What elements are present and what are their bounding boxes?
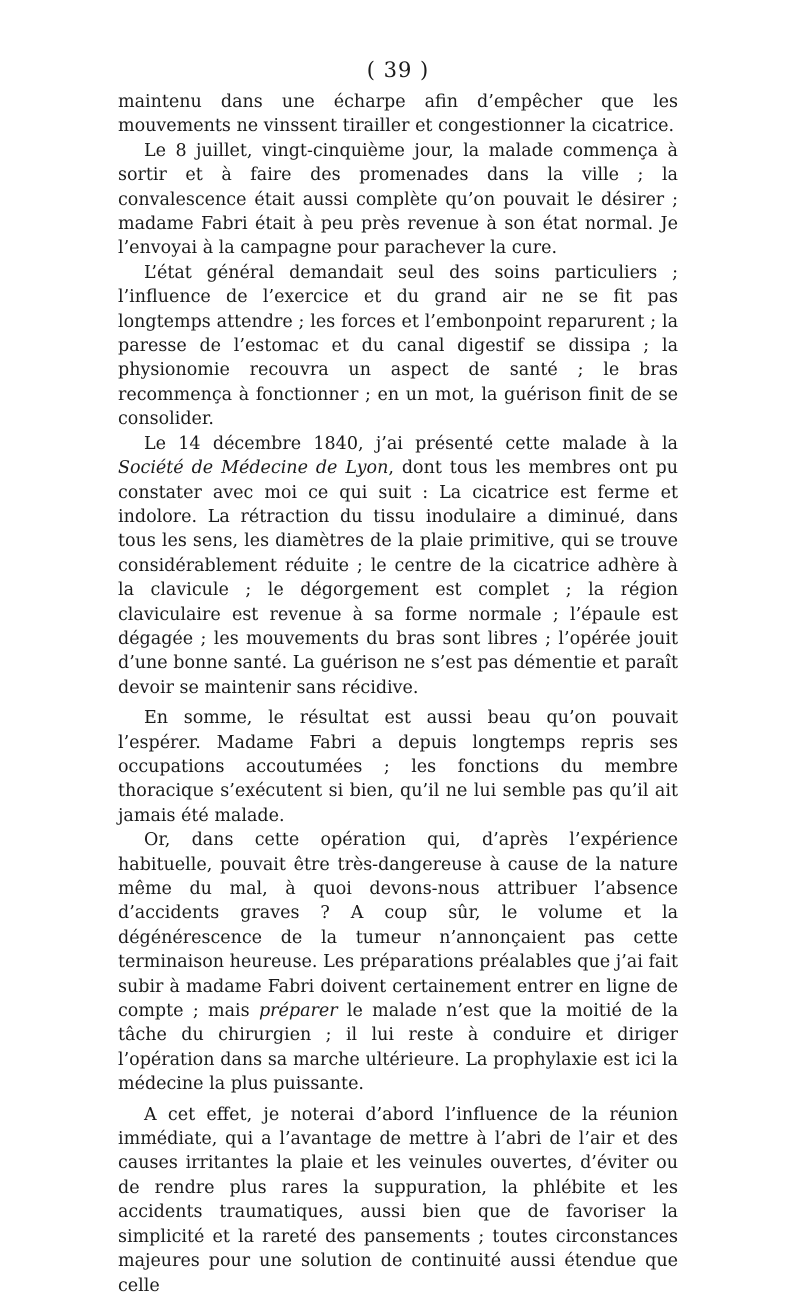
paragraph-prophylaxis-rest: le malade n’est que la moitié de la tâche du chirurgien ; il lui reste à conduire et diriger l’opération dans sa marche ultérieure. La prophylaxie est ici la médecine la plus puissante. — [118, 1001, 679, 1095]
book-page — [118, 56, 678, 1298]
paragraph-presentation-rest: , dont tous les membres ont pu constater avec moi ce qui suit : La cicatrice est ferme et indolore. La rétraction du tissu inodulaire a diminué, dans tous les sens, les diamètres de la plaie primitive, qui se trouve considérablement réduite ; le centre de la cicatrice adhère à la clavicule ; le dégorgement est complet ; la région claviculaire est revenue à sa forme normale ; l’épaule est dégagée ; les mouvements du bras sont libres ; l’opérée jouit d’une bonne santé. La guérison ne s’est pas démentie et paraît devoir se maintenir sans récidive. — [118, 458, 678, 698]
emphasized-word: préparer — [258, 1001, 338, 1022]
paragraph-prophylaxis — [118, 828, 678, 1096]
paragraph-convalescence: Le 8 juillet, vingt-cinquième jour, la malade commença à sortir et à faire des promenades dans la ville ; la convalescence était aussi complète qu’on pouvait le désirer ; madame Fabri était à peu près revenue à son état normal. Je l’envoyai à la campagne pour parachever la cure. — [118, 140, 678, 259]
paragraph-prophylaxis-start: Or, dans cette opération qui, d’après l’expérience habituelle, pouvait être très-dangereuse à cause de la nature même du mal, à quoi devons-nous attribuer l’absence d’accidents graves ? A coup sûr, le volume et la dégénérescence de la tumeur n’annonçaient pas cette terminaison heureuse. Les préparations préalables que j’ai fait subir à madame Fabri doivent certainement entrer en ligne de compte ; mais — [118, 830, 678, 1022]
paragraph-general-state: L’état général demandait seul des soins particuliers ; l’influence de l’exercice et du grand air ne se fit pas longtemps attendre ; les forces et l’embonpoint reparurent ; la paresse de l’estomac et du canal digestif se dissipa ; la physionomie recouvra un aspect de santé ; le bras recommença à fonctionner ; en un mot, la guérison finit de se consolider. — [118, 262, 678, 430]
paragraph-continuation: maintenu dans une écharpe afin d’empêcher que les mouvements ne vinssent tirailler et congestionner la cicatrice. — [118, 92, 678, 137]
paragraph-presentation-start: Le 14 décembre 1840, j’ai présenté cette malade à la — [144, 433, 678, 454]
paragraph-immediate-union: A cet effet, je noterai d’abord l’influence de la réunion immédiate, qui a l’avantage de mettre à l’abri de l’air et des causes irritantes la plaie et les veinules ouvertes, d’éviter ou de rendre plus rares la suppuration, la phlébite et les accidents traumatiques, aussi bien que de favoriser la simplicité et la rareté des pansements ; toutes circonstances majeures pour une solution de continuité aussi étendue que celle — [118, 1104, 678, 1296]
paragraph-result: En somme, le résultat est aussi beau qu’on pouvait l’espérer. Madame Fabri a depuis longtemps repris ses occupations accoutumées ; les fonctions du membre thoracique s’exécutent si bien, qu’il ne lui semble pas qu’il ait jamais été malade. — [118, 708, 678, 826]
page-number: ( 39 ) — [366, 58, 430, 82]
society-name: Société de Médecine de Lyon — [118, 458, 389, 479]
paragraph-presentation — [118, 432, 678, 700]
